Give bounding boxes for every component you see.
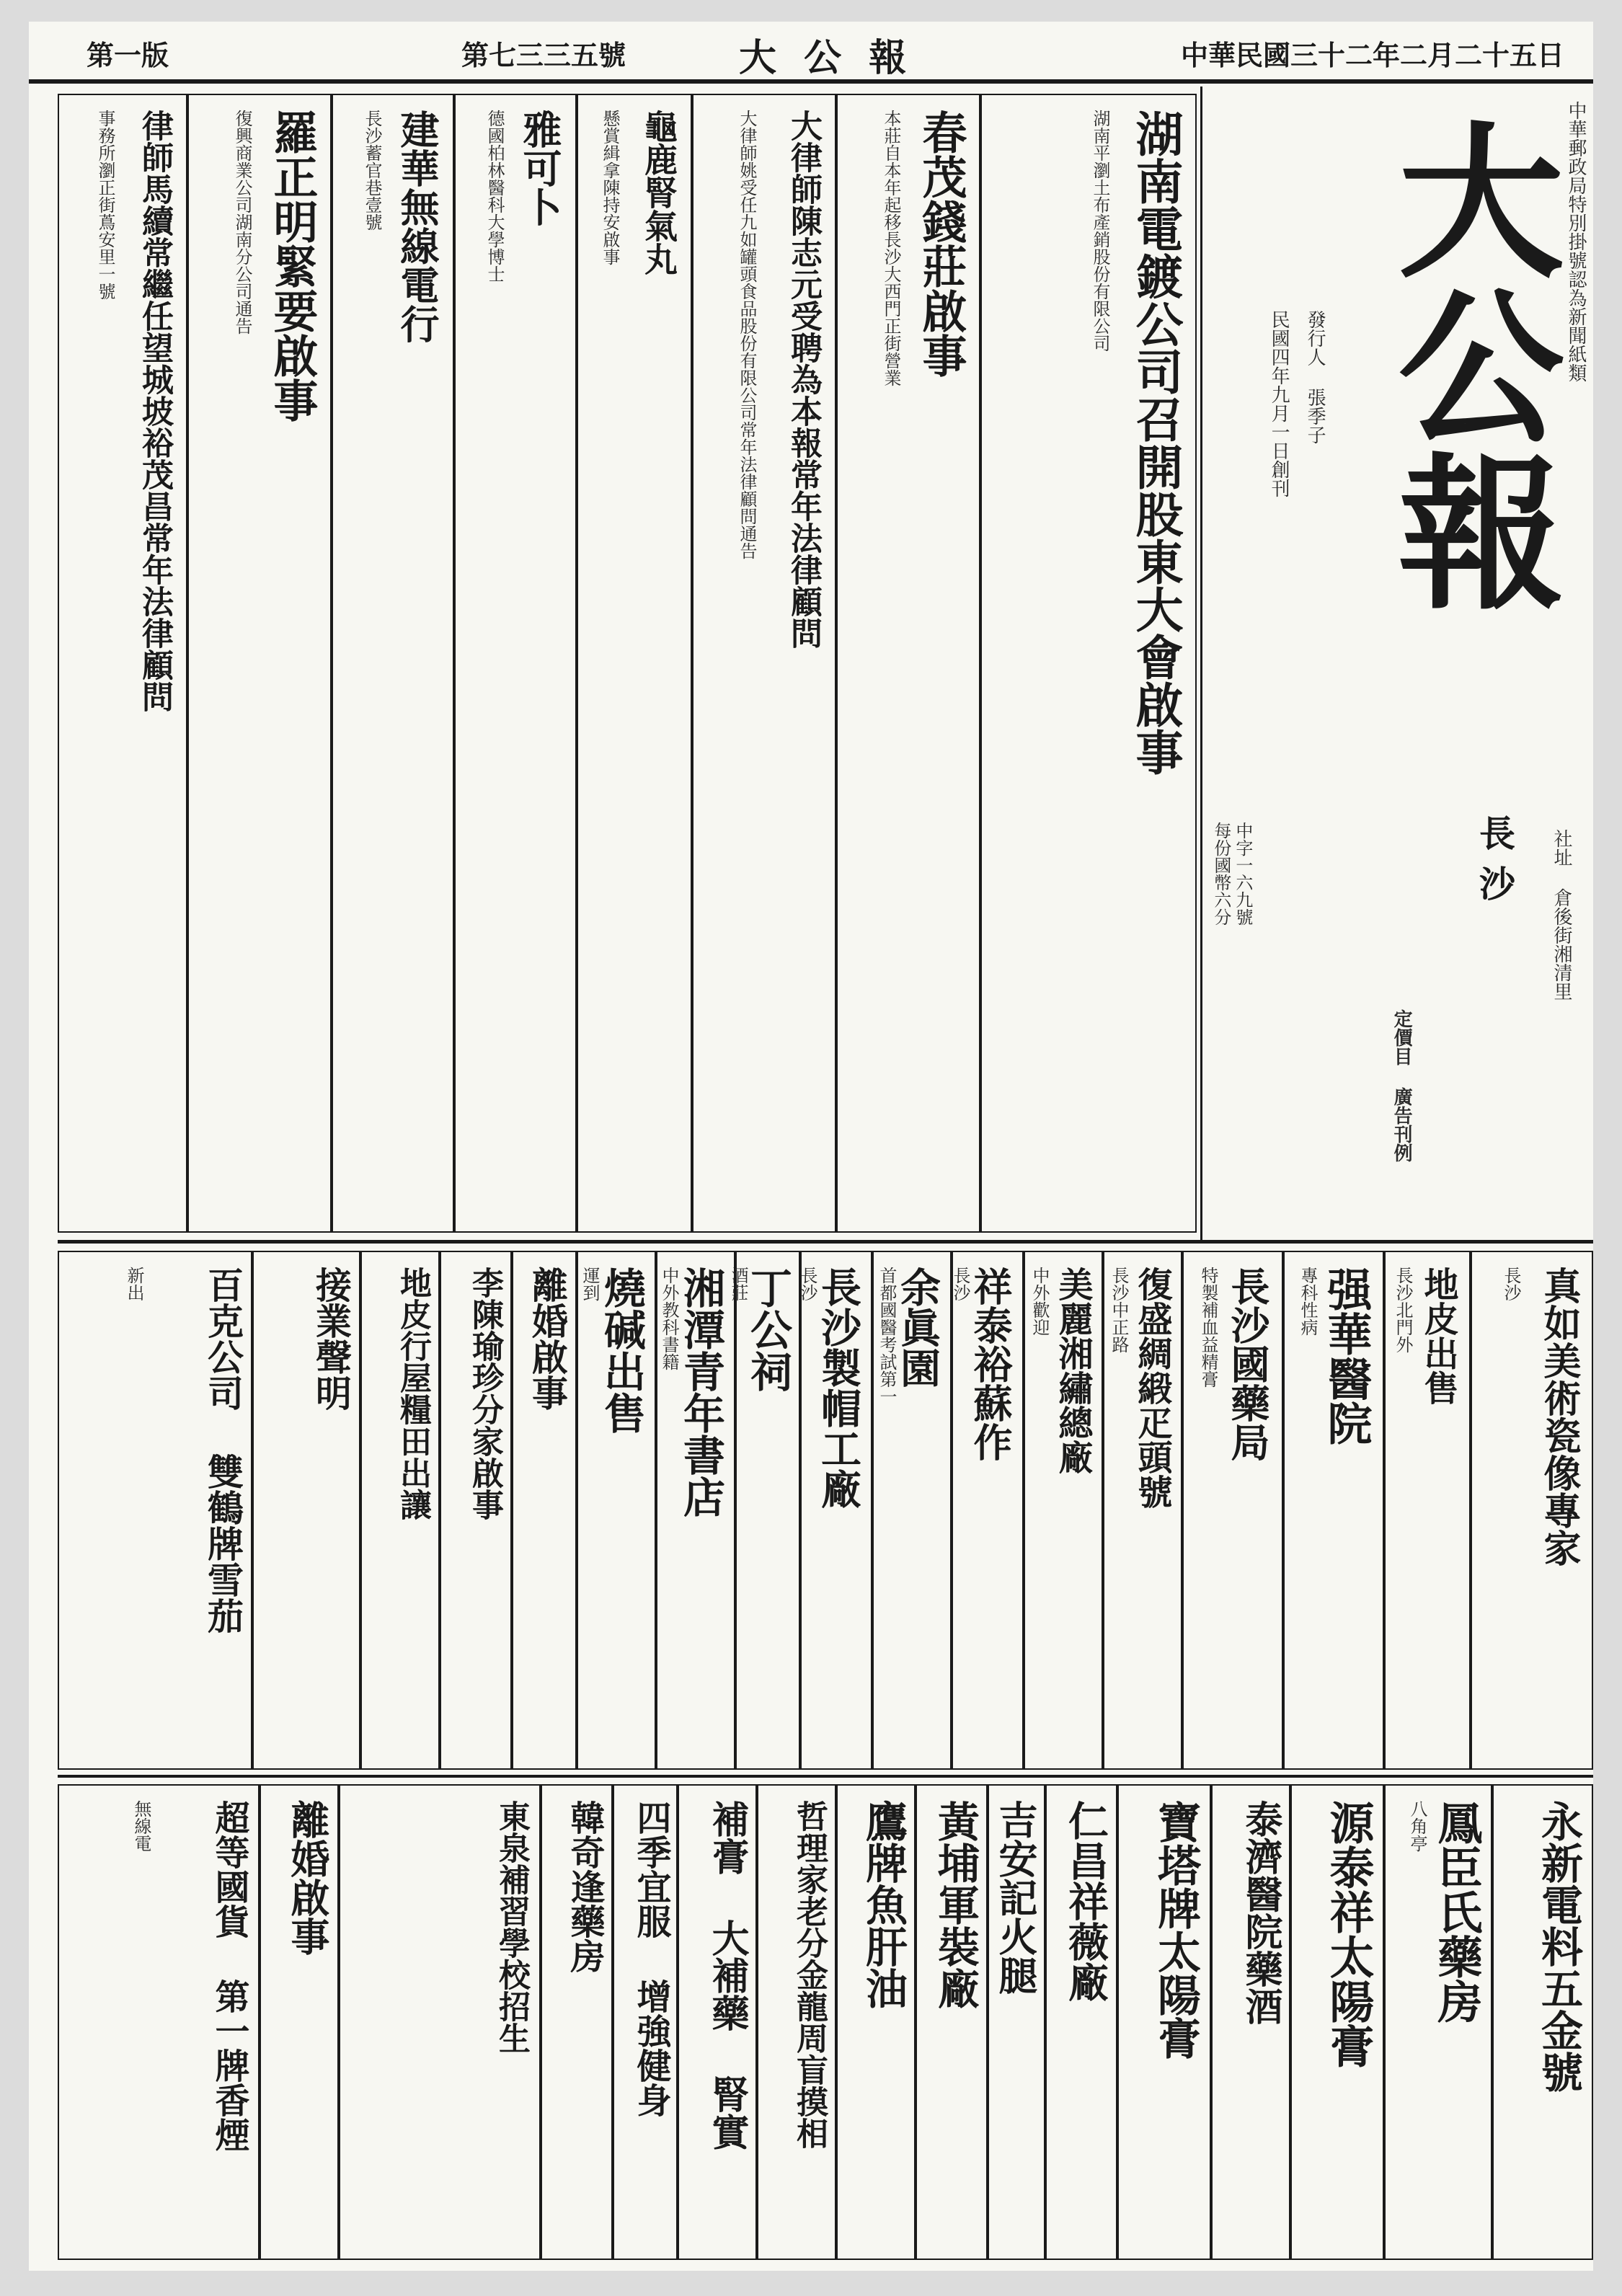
masthead-publisher: 發行人 張季子 xyxy=(1304,310,1326,444)
masthead-ad-rates-title: 定價目 廣告刊例 xyxy=(1391,1009,1413,1162)
ad-title: 美麗湘繡總廠 xyxy=(1052,1267,1093,1474)
ad-title: 真如美術瓷像專家 xyxy=(1537,1267,1581,1566)
ad-title: 哲理家老分金龍周盲摸相 xyxy=(791,1800,828,2149)
ad-title: 强華醫院 xyxy=(1320,1267,1373,1445)
ad-title: 離婚啟事 xyxy=(285,1800,331,1956)
ad-subtitle: 本莊自本年起移長沙大西門正街營業 xyxy=(881,110,901,386)
ad-subtitle: 中外歡迎 xyxy=(1029,1267,1050,1336)
masthead-founded: 民國四年九月一日創刊 xyxy=(1268,310,1290,497)
ad-block xyxy=(58,1784,260,2260)
masthead-divider xyxy=(1200,87,1202,1240)
newspaper-page xyxy=(29,22,1593,2271)
ad-title: 丁公祠 xyxy=(743,1267,792,1392)
ad-subtitle: 長沙中正路 xyxy=(1109,1267,1129,1353)
mid-ads-region xyxy=(58,1251,1593,1770)
ad-block xyxy=(58,94,187,1233)
ad-block xyxy=(360,1251,440,1770)
masthead-address: 社址 倉後街湘清里 xyxy=(1551,829,1572,1001)
header-issue: 第七三三五號 xyxy=(461,39,626,71)
top-ads-region xyxy=(58,94,1197,1233)
bottom-ads-region xyxy=(58,1784,1593,2260)
ad-block xyxy=(1182,1251,1283,1770)
ad-block xyxy=(836,1784,916,2260)
ad-subtitle: 長沙蓄官巷壹號 xyxy=(362,110,382,231)
ad-block xyxy=(728,1251,800,1770)
ad-subtitle: 長沙 xyxy=(1501,1267,1521,1301)
ad-subtitle: 長沙 xyxy=(950,1267,970,1301)
ad-title: 律師馬續常繼任望城坡裕茂昌常年法律顧問 xyxy=(136,110,173,712)
ad-block xyxy=(1045,1784,1117,2260)
ad-block xyxy=(187,94,332,1233)
ad-title: 長沙國藥局 xyxy=(1225,1267,1271,1461)
ad-title: 燒碱出售 xyxy=(597,1267,646,1434)
ad-title: 復盛綢緞疋頭號 xyxy=(1132,1267,1172,1509)
ad-title: 雅可卜 xyxy=(517,110,563,226)
ad-title: 春茂錢莊啟事 xyxy=(915,110,967,378)
ad-block xyxy=(454,94,577,1233)
ad-subtitle: 湖南平瀏土布產銷股份有限公司 xyxy=(1090,110,1110,352)
ad-title: 地皮出售 xyxy=(1418,1267,1458,1405)
ad-block xyxy=(577,1251,656,1770)
masthead-title: 大公報 xyxy=(1370,115,1564,613)
ad-block xyxy=(613,1784,678,2260)
masthead-license: 中字一六九號 xyxy=(1232,822,1253,926)
masthead xyxy=(1204,94,1593,1233)
ad-block xyxy=(1024,1251,1103,1770)
ad-title: 鳳臣氏藥房 xyxy=(1430,1800,1483,2024)
ad-subtitle: 中外教科書籍 xyxy=(659,1267,679,1370)
ad-block xyxy=(1492,1784,1593,2260)
ad-title: 祥泰裕蘇作 xyxy=(967,1267,1014,1461)
ad-subtitle: 八角亭 xyxy=(1407,1800,1427,1852)
ad-title: 鷹牌魚肝油 xyxy=(859,1800,908,2009)
ad-block xyxy=(541,1784,613,2260)
ad-title: 湘潭青年書店 xyxy=(676,1267,725,1517)
ad-block xyxy=(988,1784,1045,2260)
ad-block xyxy=(836,94,980,1233)
ad-subtitle: 復興商業公司湖南分公司通告 xyxy=(232,110,252,334)
ad-block xyxy=(1471,1251,1593,1770)
masthead-registration: 中華郵政局特別掛號認為新聞紙類 xyxy=(1565,101,1587,382)
ad-block xyxy=(656,1251,735,1770)
ad-title: 超等國貨 第一牌香煙 xyxy=(209,1800,249,2152)
ad-block xyxy=(339,1784,541,2260)
ad-title: 建華無線電行 xyxy=(394,110,440,343)
ad-title: 吉安記火腿 xyxy=(993,1800,1039,1995)
header-page-number: 第一版 xyxy=(87,39,169,71)
header-paper-name: 大 公 報 xyxy=(739,36,914,80)
ad-subtitle: 懸賞緝拿陳持安啟事 xyxy=(600,110,620,265)
ad-subtitle: 無線電 xyxy=(131,1800,151,1852)
ad-block xyxy=(260,1784,339,2260)
ad-title: 湖南電鍍公司召開股東大會啟事 xyxy=(1127,110,1184,776)
ad-title: 東泉補習學校招生 xyxy=(493,1800,530,2054)
ad-block xyxy=(872,1251,952,1770)
ad-subtitle: 運到 xyxy=(580,1267,600,1301)
ad-title: 補膏 大補藥 腎實 xyxy=(705,1800,749,2150)
ad-block xyxy=(916,1784,988,2260)
ad-block xyxy=(332,94,454,1233)
ad-title: 地皮行屋糧田出讓 xyxy=(394,1267,431,1520)
ad-block xyxy=(512,1251,577,1770)
ad-title: 源泰祥太陽膏 xyxy=(1322,1800,1375,2068)
ad-title: 長沙製帽工廠 xyxy=(815,1267,862,1509)
section-divider xyxy=(58,1240,1593,1244)
page-header xyxy=(29,22,1593,84)
ad-subtitle: 德國柏林醫科大學博士 xyxy=(484,110,505,283)
ad-block xyxy=(252,1251,360,1770)
ad-title: 余眞園 xyxy=(894,1267,941,1388)
ad-title: 百克公司 雙鶴牌雪茄 xyxy=(202,1267,244,1634)
masthead-price: 每份國幣六分 xyxy=(1210,822,1231,926)
ad-title: 黃埔軍裝廠 xyxy=(931,1800,980,2009)
ad-title: 接業聲明 xyxy=(310,1267,353,1411)
ad-subtitle: 首都國醫考試第一 xyxy=(877,1267,897,1405)
ad-subtitle: 酒莊 xyxy=(728,1267,748,1301)
ad-block xyxy=(1117,1784,1211,2260)
ad-block xyxy=(692,94,836,1233)
ad-subtitle: 大律師姚受任九如罐頭食品股份有限公司常年法律顧問通告 xyxy=(737,110,757,559)
ad-block xyxy=(1290,1784,1384,2260)
ad-title: 寶塔牌太陽膏 xyxy=(1151,1800,1201,2060)
section-divider xyxy=(58,1775,1593,1778)
ad-title: 四季宜服 增強健身 xyxy=(631,1800,671,2117)
ad-block xyxy=(577,94,692,1233)
ad-title: 永新電料五金號 xyxy=(1534,1800,1583,2093)
ad-title: 龜鹿腎氣丸 xyxy=(639,110,678,275)
ad-block xyxy=(1384,1784,1492,2260)
ad-subtitle: 事務所瀏正街蔦安里一號 xyxy=(95,110,115,300)
ad-title: 韓奇逢藥房 xyxy=(564,1800,605,1973)
masthead-city: 長沙 xyxy=(1473,815,1516,916)
ad-block xyxy=(980,94,1197,1233)
ad-block xyxy=(1384,1251,1471,1770)
header-date: 中華民國三十二年二月二十五日 xyxy=(1180,39,1564,71)
ad-subtitle: 新出 xyxy=(124,1267,144,1301)
ad-title: 李陳瑜珍分家啟事 xyxy=(466,1267,503,1520)
ad-title: 離婚啟事 xyxy=(526,1267,569,1411)
ad-subtitle: 專科性病 xyxy=(1298,1267,1318,1336)
ad-block xyxy=(678,1784,757,2260)
ad-subtitle: 長沙 xyxy=(797,1267,817,1301)
ad-title: 泰濟醫院藥酒 xyxy=(1238,1800,1282,2025)
ad-title: 大律師陳志元受聘為本報常年法律顧問 xyxy=(785,110,822,649)
ad-block xyxy=(1211,1784,1290,2260)
ad-block xyxy=(952,1251,1024,1770)
ad-block xyxy=(1103,1251,1182,1770)
ad-subtitle: 特製補血益精膏 xyxy=(1198,1267,1218,1388)
ad-subtitle: 長沙北門外 xyxy=(1393,1267,1413,1353)
ad-title: 仁昌祥薇廠 xyxy=(1062,1800,1109,2002)
ad-block xyxy=(440,1251,512,1770)
ad-title: 羅正明緊要啟事 xyxy=(266,110,319,422)
ad-block xyxy=(58,1251,252,1770)
ad-block xyxy=(797,1251,872,1770)
ad-block xyxy=(757,1784,836,2260)
ad-block xyxy=(1283,1251,1384,1770)
